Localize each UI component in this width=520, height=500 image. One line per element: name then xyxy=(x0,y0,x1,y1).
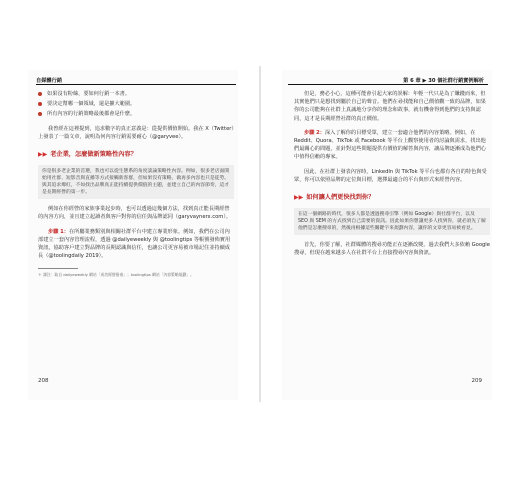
intro-paragraph: 我曾經在這裡提到，追求數字的真正意義是：從提供價值開始。我在 X（Twitter）上發表了一篇文章，說明為何內容行銷需要耐心（@garyvee）。 xyxy=(38,125,234,140)
right-page-number: 209 xyxy=(471,378,482,384)
right-page-body xyxy=(294,90,490,258)
footnote: ＊ 譯注：取自 dailyeweekly 網站「成功經營指南」；toolingtips 網站「內容策略規劃」。 xyxy=(38,272,194,278)
left-page-number: 208 xyxy=(38,378,49,384)
left-running-head: 自媒體行銷 xyxy=(36,78,62,84)
right-header-rule xyxy=(288,84,488,85)
footnote-rule xyxy=(38,268,78,269)
list-item xyxy=(38,100,234,108)
section-heading-text: 如何讓人們更快找到你？ xyxy=(306,194,375,202)
section-heading xyxy=(294,194,490,202)
left-header-rule xyxy=(36,84,236,85)
step-paragraph xyxy=(38,228,234,261)
bullet-text: 要決定幫哪一個領域，還是擴大範圍。 xyxy=(47,101,136,108)
step-label: 步驟 1： xyxy=(48,228,69,235)
section-heading xyxy=(38,151,234,159)
quote-block: 你是很多老企業的首選，我也可以從生態系的角度談論策略性內容。例如，很多老店面開始用社群、短影音與直播等方式接觸新客群，但如果沒有策略，做再多內容也只是徒勞。與其追求爆紅，不如找出品牌真正能持續提供價值的主題，並建立自己的內容節奏，這才是長期經營的第一步。 xyxy=(38,165,234,199)
section-marker-icon: ▶▶ xyxy=(38,151,48,159)
step-text: 在所屬業務類別與相關社群平台中建立專業形象。例如，我們在公司內部建立一套內容管理流程，透過 @dailyeweekly 與 @toolingtips 等帳號發佈實用資訊，協助客戶建立對品牌的長期認識與信任，也讓公司更容易被市場記住並持續成長（@toolingdaily 2019）。 xyxy=(38,228,231,260)
step-label: 步驟 2： xyxy=(304,129,325,136)
list-item xyxy=(38,110,234,118)
section-heading-text: 老企業，怎麼做新策略性內容？ xyxy=(50,151,137,159)
body-paragraph: 因此，在社群上發表內容時，LinkedIn 與 TikTok 等平台也都有各自的特色與受眾，你可以依照品牌的定位與目標，選擇最適合的平台與形式來經營內容。 xyxy=(294,168,487,183)
section-marker-icon: ▶▶ xyxy=(294,194,304,202)
left-page-body xyxy=(38,90,234,277)
body-paragraph: 例如在你經營的家族事業起步時，也可以透過這幾個方法，找到真正能長期經營的內容方向，並且建立起讀者與客戶對你的信任與品牌認同（garyvaynerx.com）。 xyxy=(38,206,232,221)
quote-block: 在這一個網路的時代，很多人都是透過搜尋引擎（例如 Google）與社群平台，以及 SEO 與 SEM 的方式找到自己需要的資訊。因此如果你想讓更多人找到你，就必須先了解他們是怎麼搜尋的，然後再根據這些關鍵字來規劃內容，讓你的文章更容易被看見。 xyxy=(294,208,490,235)
list-item xyxy=(38,90,234,98)
body-paragraph: 首先，你要了解，社群媒體的搜尋功能正在逐漸改變。過去我們大多依賴 Google 搜尋，但現在越來越多人在社群平台上直接搜尋內容與資訊。 xyxy=(294,242,490,257)
bullet-text: 所有內容的行銷策略最後都會是什麼。 xyxy=(47,111,136,118)
bullet-text: 如果沒有粉絲，要如何行銷一本書。 xyxy=(47,91,131,97)
bullet-icon xyxy=(38,92,42,96)
bullet-icon xyxy=(38,112,42,116)
right-running-head: 第 6 章 ▶ 30 個社群行銷實例解析 xyxy=(403,78,484,84)
step-paragraph xyxy=(294,129,490,162)
body-paragraph: 但是，務必小心，這種可能會引起大家的誤解：年輕一代只是為了賺錢而來，但其實他們只是想找到屬於自己的聲音。他們在尋找能和自己價值觀一致的品牌，如果你的公司能夠在社群上真誠地分享你的理念和故事，就有機會得到他們的支持與認同，這才是長期經營社群的真正價值。 xyxy=(294,91,486,122)
step-text: 深入了解你的目標受眾，建立一套適合他們的內容策略。例如，在 Reddit、Quora、TikTok 或 Facebook 等平台上觀察使用者的討論與需求，找出他們最關心的問題，並針對這些問題提供有價值的解答與內容，讓品牌逐漸成為他們心中值得信賴的專家。 xyxy=(294,129,486,161)
bullet-icon xyxy=(38,102,42,106)
book-gutter xyxy=(259,66,261,402)
bullet-list xyxy=(38,90,234,119)
